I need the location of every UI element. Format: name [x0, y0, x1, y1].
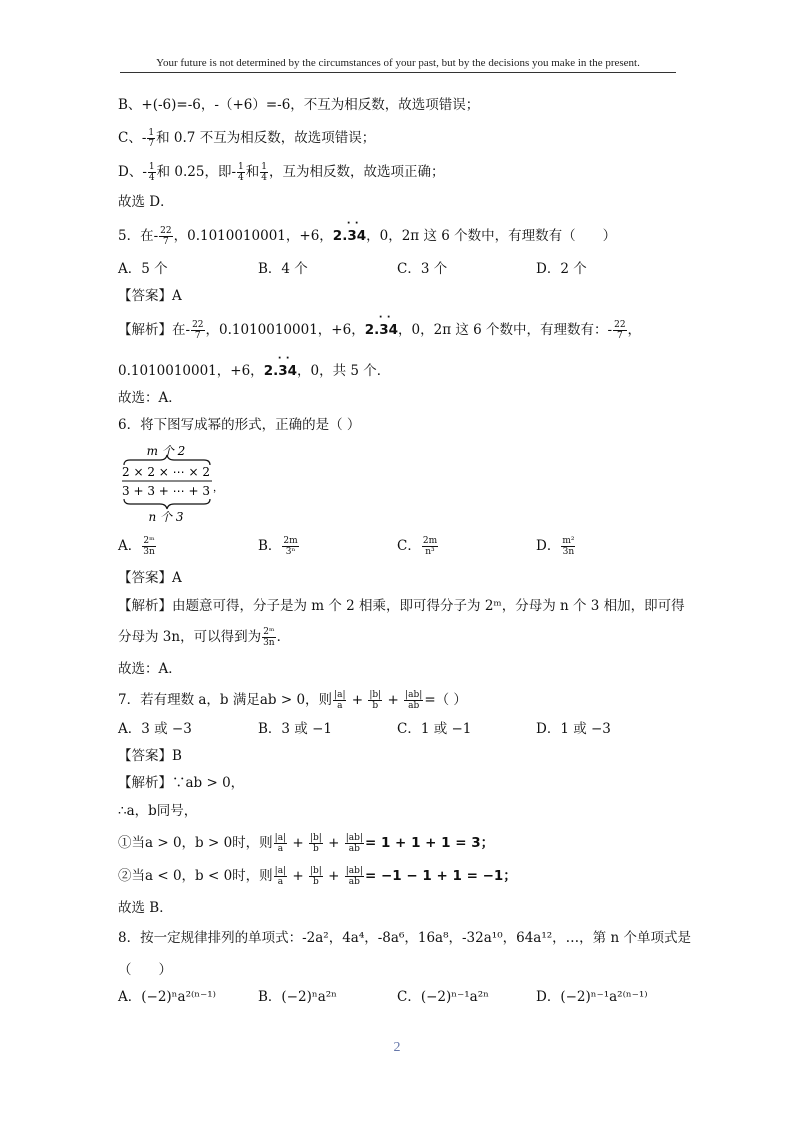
q5-answer: 【答案】A — [118, 288, 182, 304]
q7-option-d[interactable]: D．1 或 −3 — [536, 721, 611, 737]
q7-explanation-line1: 【解析】∵ab > 0， — [118, 775, 245, 791]
prev-option-b-explanation: B、+(-6)=-6，-（+6）=-6，不互为相反数，故选项错误； — [118, 97, 480, 113]
q6-stem: 6．将下图写成幂的形式，正确的是（ ） — [118, 417, 361, 433]
page-header-motto: Your future is not determined by the circumstances of your past, but by the decisions you make in the present. — [120, 56, 676, 73]
q7-explanation-line2: ∴a，b同号， — [118, 803, 198, 819]
fig-bottom-label: n 个 3 — [148, 510, 184, 524]
q5-explanation-line2: 0.1010010001，+6， · · 2.34，0，共 5 个． — [118, 353, 391, 379]
brace-figure-svg — [118, 443, 223, 525]
q7-option-b[interactable]: B．3 或 −1 — [258, 721, 332, 737]
q7-case2: ②当a < 0，b < 0时，则 $\frac{|a|}{a}$ + $\frac{|b|}{b}$ + $\frac{|ab|}{ab}$ = −1 − 1 + 1 = −1； — [118, 866, 517, 887]
q6-explanation-line1: 【解析】由题意可得，分子是为 m 个 2 相乘，即可得分子为 2ᵐ，分母为 n 个 3 相加，即可得 — [118, 598, 685, 614]
q7-case1: ①当a > 0，b > 0时，则 $\frac{|a|}{a}$ + $\frac{|b|}{b}$ + $\frac{|ab|}{ab}$ = 1 + 1 + 1 = 3； — [118, 833, 495, 854]
q8-option-d[interactable]: D．(−2)ⁿ⁻¹a²⁽ⁿ⁻¹⁾ — [536, 989, 648, 1005]
q5-stem: 5．在- $\frac{22}{7}$ ，0.1010010001，+6， · · 2.34，0，2π 这 6 个数中，有理数有（ ） — [118, 218, 617, 247]
bottom-brace — [124, 499, 210, 509]
q7-answer: 【答案】B — [118, 748, 182, 764]
q8-option-a[interactable]: A．(−2)ⁿa²⁽ⁿ⁻¹⁾ — [118, 989, 216, 1005]
q5-option-c[interactable]: C．3 个 — [397, 261, 448, 277]
q6-option-a[interactable]: A． $\frac{\text{2ᵐ}}{3n}$ — [118, 536, 155, 557]
q5-option-b[interactable]: B．4 个 — [258, 261, 308, 277]
q7-stem: 7．若有理数 a，b 满足ab > 0，则 $\frac{|a|}{a}$ + $\frac{|b|}{b}$ + $\frac{|ab|}{ab}$ =（ ） — [118, 690, 467, 711]
q8-option-c[interactable]: C．(−2)ⁿ⁻¹a²ⁿ — [397, 989, 489, 1005]
q6-option-d[interactable]: D． $\frac{\text{m²}}{3n}$ — [536, 536, 575, 557]
q8-stem: 8．按一定规律排列的单项式：-2a²，4a⁴，-8a⁶，16a⁸，-32a¹⁰，64a¹²，…，第 n 个单项式是 — [118, 930, 691, 946]
q8-answer-paren: （ ） — [118, 962, 172, 978]
prev-option-c-explanation: C、- $\frac{1}{7}$ 和 0.7 不互为相反数，故选项错误； — [118, 128, 376, 149]
q6-choose-line: 故选：A． — [118, 661, 182, 677]
fig-top-label: m 个 2 — [146, 444, 186, 458]
top-brace — [124, 455, 210, 465]
q5-choose-line: 故选：A． — [118, 390, 182, 406]
page-number: 2 — [393, 1040, 401, 1055]
q7-option-a[interactable]: A．3 或 −3 — [118, 721, 192, 737]
fig-denominator: 3 + 3 + ⋯ + 3 — [122, 484, 210, 498]
fraction: $\frac{1}{7}$ — [148, 128, 155, 149]
fig-numerator: 2 × 2 × ⋯ × 2 — [122, 465, 210, 479]
prev-option-d-explanation: D、- $\frac{1}{4}$ 和 0.25，即- $\frac{1}{4}$ 和 $\frac{1}{4}$ ，互为相反数，故选项正确； — [118, 162, 445, 183]
q6-brace-figure — [118, 443, 223, 525]
prev-choose-line: 故选 D． — [118, 194, 174, 210]
q6-answer: 【答案】A — [118, 570, 182, 586]
fig-comma: ， — [213, 483, 223, 494]
q6-option-b[interactable]: B． $\frac{2m}{\text{3ⁿ}}$ — [258, 536, 298, 557]
q8-option-b[interactable]: B．(−2)ⁿa²ⁿ — [258, 989, 337, 1005]
q6-explanation-line2: 分母为 3n，可以得到为 $\frac{\text{2ᵐ}}{3n}$ ． — [118, 627, 291, 648]
q6-option-c[interactable]: C． $\frac{2m}{\text{n³}}$ — [397, 536, 438, 557]
q5-explanation-line1: 【解析】在- $\frac{22}{7}$ ，0.1010010001，+6， · · 2.34，0，2π 这 6 个数中，有理数有：- $\frac{22}{7}$ ， — [118, 312, 642, 341]
q7-choose-line: 故选 B． — [118, 900, 173, 916]
q5-option-d[interactable]: D．2 个 — [536, 261, 587, 277]
q5-option-a[interactable]: A．5 个 — [118, 261, 168, 277]
q7-option-c[interactable]: C．1 或 −1 — [397, 721, 472, 737]
